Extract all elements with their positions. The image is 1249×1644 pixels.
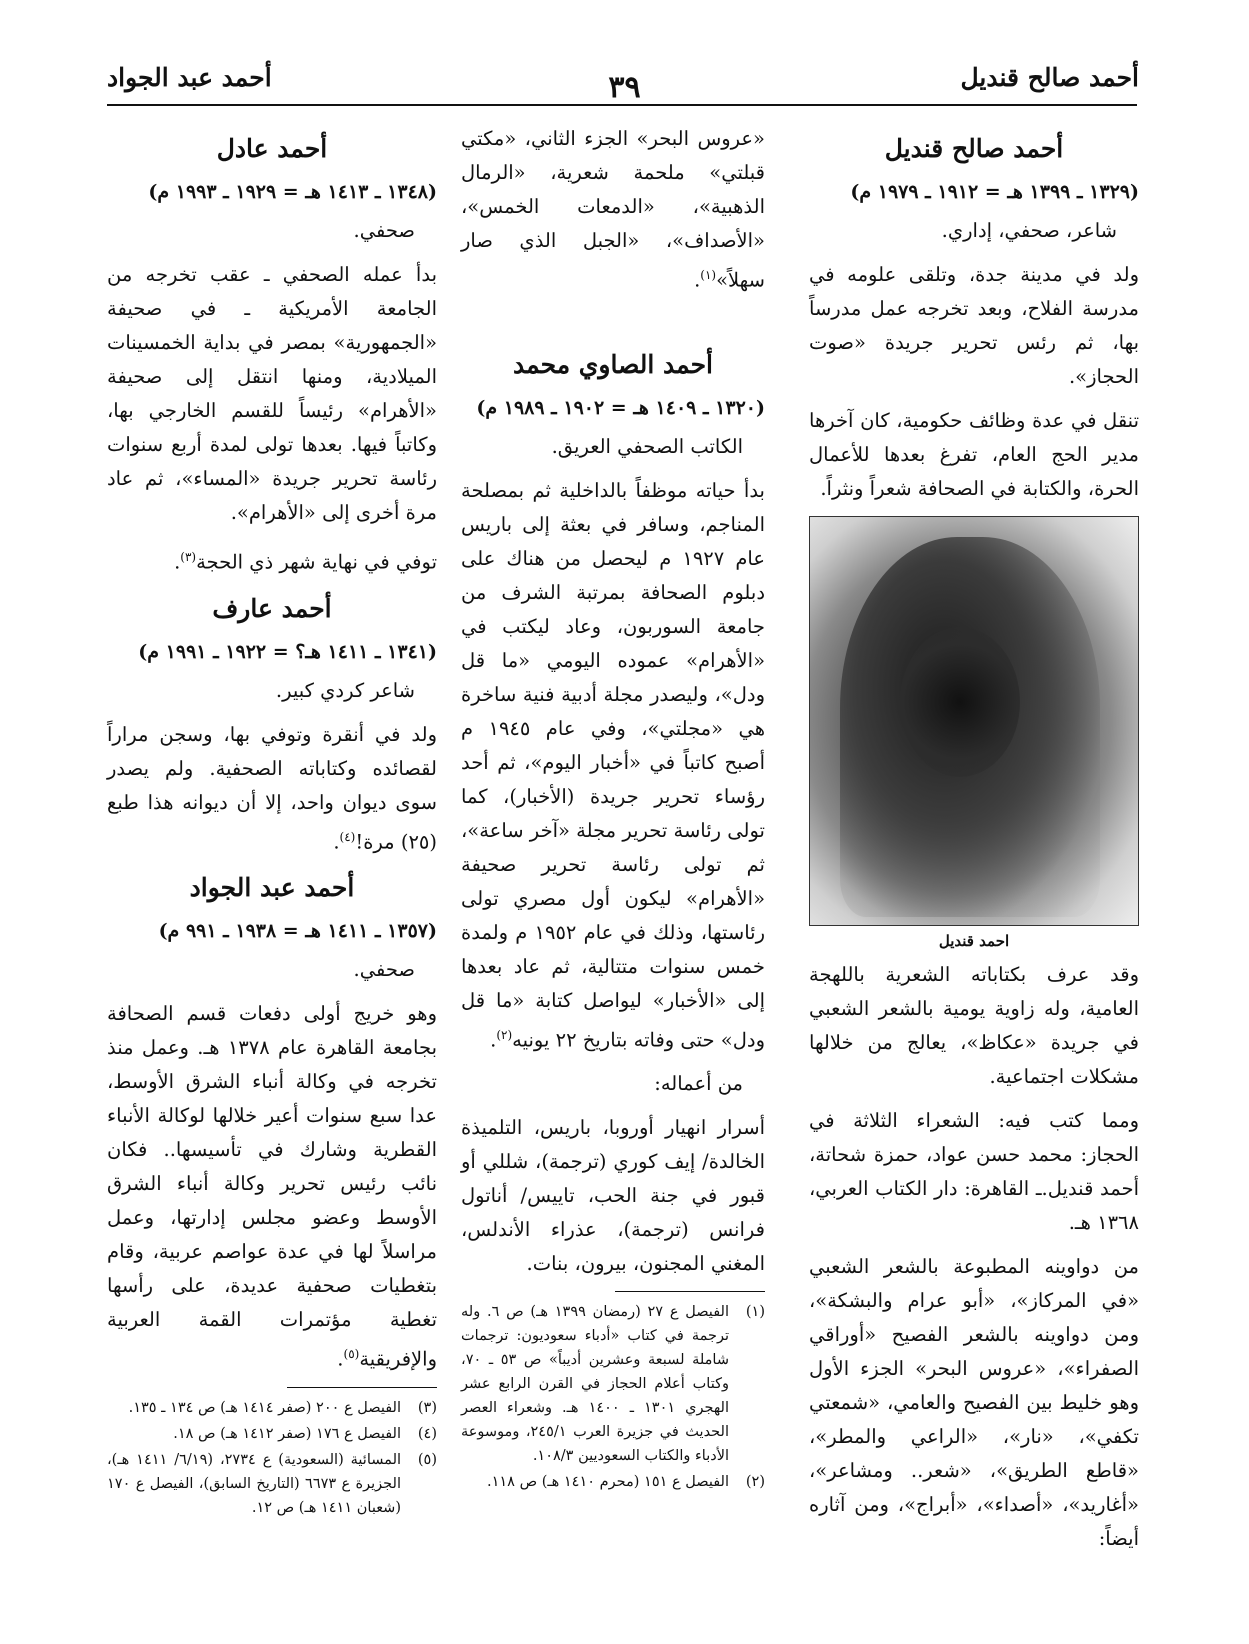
footnote-ref: (٢)	[496, 1027, 513, 1042]
column-middle	[461, 122, 765, 1496]
column-left	[107, 122, 437, 1522]
entry-role: صحفي.	[353, 958, 415, 981]
footnote-ref: (٥)	[343, 1347, 360, 1361]
paragraph: ولد في مدينة جدة، وتلقى علومه في مدرسة الفلاح، وبعد تخرجه عمل مدرساً بها، ثم رئس تحرير جريدة «صوت الحجاز».	[809, 263, 1139, 388]
footnote-ref: (٤)	[339, 829, 356, 844]
footnote-rule	[615, 1291, 765, 1292]
entry-role: صحفي.	[353, 219, 415, 242]
paragraph: ولد في أنقرة وتوفي بها، وسجن مراراً لقصائده وكتاباته الصحفية. ولم يصدر سوى ديوان واحد، إلا أن ديوانه هذا طبع (٢٥) مرة!$^{(٤)}$.	[107, 722, 437, 853]
running-header-left: أحمد عبد الجواد	[107, 63, 272, 92]
entry-role: شاعر، صحفي، إداري.	[941, 219, 1117, 242]
entry-title: أحمد عادل	[216, 134, 328, 163]
paragraph-text: ولد في أنقرة وتوفي بها، وسجن مراراً لقصائده وكتاباته الصحفية. ولم يصدر سوى ديوان واحد، إلا أن ديوانه هذا طبع (٢٥) مرة!	[107, 722, 437, 853]
entry-title: أحمد الصاوي محمد	[513, 349, 713, 379]
footnote-ref: (١)	[700, 268, 717, 282]
footnote-text: الفيصل ع ١٧٦ (صفر ١٤١٢ هـ) ص ١٨.	[173, 1425, 401, 1442]
paragraph: بدأ حياته موظفاً بالداخلية ثم بمصلحة المناجم، وسافر في بعثة إلى باريس عام ١٩٢٧ م ليحصل من هناك على دبلوم الصحافة بمرتبة الشرف من جامعة السوربون، وعاد ليكتب في «الأهرام» عموده اليومي «ما قل ودل»، وليصدر مجلة أدبية فنية ساخرة هي «مجلتي»، وفي عام ١٩٤٥ م أصبح كاتباً في «أخبار اليوم»، ثم أحد رؤساء تحرير جريدة (الأخبار)، كما تولى رئاسة تحرير مجلة «آخر ساعة»، ثم تولى رئاسة تحرير صحيفة «الأهرام» ليكون أول مصري تولى رئاستها، وذلك في عام ١٩٥٢ م ولمدة خمس سنوات متتالية، ثم عاد بعدها إلى «الأخبار» ليواصل كتابة «ما قل ودل» حتى وفاته بتاريخ ٢٢ يونيه$^{(٢)}$.	[461, 478, 765, 1051]
photo-face	[900, 627, 1020, 777]
paragraph: وهو خريج أولى دفعات قسم الصحافة بجامعة القاهرة عام ١٣٧٨ هـ. وعمل منذ تخرجه في وكالة أنباء الشرق الأوسط، عدا سبع سنوات أعير خلالها لوكالة الأنباء القطرية وشارك في تأسيسها.. فكان نائب رئيس تحرير وكالة أنباء الشرق الأوسط وعضو مجلس إدارتها، وعمل مراسلاً لها في عدة عواصم عربية، وقام بتغطيات صحفية عديدة، على رأسها تغطية مؤتمرات القمة العربية والإفريقية$^{(٥)}$.	[107, 1002, 438, 1371]
footnote-number: (١)	[745, 1304, 765, 1320]
footnote	[107, 1448, 437, 1520]
entry-dates: (١٣٢٩ ـ ١٣٩٩ هـ = ١٩١٢ ـ ١٩٧٩ م)	[850, 181, 1139, 203]
header-rule	[107, 104, 1137, 106]
works-label: من أعماله:	[654, 1072, 743, 1095]
paragraph: من دواوينه المطبوعة بالشعر الشعبي «في المركاز»، «أبو عرام والبشكة»، ومن دواوينه بالشعر الفصيح «أوراقي الصفراء»، «عروس البحر» الجزء الأول وهو خليط بين الفصيح والعامي، «شمعتي تكفي»، «نار»، «الراعي والمطر»، «قاطع الطريق»، «شعر.. ومشاعر»، «أغاريد»، «أصداء»، «أبراج»، ومن آثاره أيضاً:	[809, 1255, 1139, 1550]
footnote-text: المسائية (السعودية) ع ٢٧٣٤، (٦/١٩/ ١٤١١ هـ)، الجزيرة ع ٦٦٧٣ (التاريخ السابق)، الفيصل ع ١٧٠ (شعبان ١٤١١ هـ) ص ١٢.	[107, 1451, 402, 1516]
page-number: ٣٩	[608, 70, 641, 105]
works-list: أسرار انهيار أوروبا، باريس، التلميذة الخالدة/ إيف كوري (ترجمة)، شللي أو قبور في جنة الحب، تاييس/ أناتول فرانس (ترجمة)، عذراء الأندلس، المغني المجنون، بيرون، بنات.	[461, 1116, 765, 1275]
entry-role: شاعر كردي كبير.	[275, 678, 415, 702]
entry-title: أحمد عبد الجواد	[189, 873, 355, 902]
paragraph: وقد عرف بكتاباته الشعرية باللهجة العامية، وله زاوية يومية بالشعر الشعبي في جريدة «عكاظ»، يعالج من خلالها مشكلات اجتماعية.	[809, 963, 1139, 1088]
column-right	[809, 122, 1139, 1566]
paragraph: «عروس البحر» الجزء الثاني، «مكتي قبلتي» ملحمة شعرية، «الرمال الذهبية»، «الدمعات الخمس»، «الأصداف»، «الجبل الذي صار سهلاً»$^{(١)}$.	[461, 127, 765, 292]
portrait-photo	[809, 516, 1139, 926]
entry-title: أحمد عارف	[212, 593, 332, 623]
entry-dates: (١٣٤٨ ـ ١٤١٣ هـ = ١٩٢٩ ـ ١٩٩٣ م)	[148, 181, 437, 203]
footnote	[461, 1300, 765, 1468]
entry-dates: (١٣٥٧ ـ ١٤١١ هـ = ١٩٣٨ ـ ٩٩١ م)	[158, 920, 437, 942]
footnote-text: الفيصل ع ١٥١ (محرم ١٤١٠ هـ) ص ١١٨.	[486, 1474, 729, 1490]
footnote-ref: (٣)	[180, 550, 197, 564]
entry-dates: (١٣٢٠ ـ ١٤٠٩ هـ = ١٩٠٢ ـ ١٩٨٩ م)	[476, 396, 765, 419]
paragraph: ومما كتب فيه: الشعراء الثلاثة في الحجاز: محمد حسن عواد، حمزة شحاتة، أحمد قنديل.ـ القاهرة: دار الكتاب العربي، ١٣٦٨ هـ.	[809, 1109, 1139, 1234]
footnote-number: (٤)	[417, 1425, 437, 1442]
paragraph: توفي في نهاية شهر ذي الحجة$^{(٣)}$.	[174, 550, 437, 574]
paragraph-text: «عروس البحر» الجزء الثاني، «مكتي قبلتي» ملحمة شعرية، «الرمال الذهبية»، «الدمعات الخمس»، «الأصداف»، «الجبل الذي صار سهلاً»	[461, 127, 765, 292]
footnote-number: (٢)	[745, 1474, 765, 1490]
running-header-right: أحمد صالح قنديل	[960, 63, 1139, 92]
paragraph: تنقل في عدة وظائف حكومية، كان آخرها مدير الحج العام، تفرغ بعدها للأعمال الحرة، والكتابة في الصحافة شعراً ونثراً.	[809, 409, 1139, 500]
footnote	[461, 1470, 765, 1494]
footnote-text: الفيصل ع ٢٧ (رمضان ١٣٩٩ هـ) ص ٦. وله ترجمة في كتاب «أدباء سعوديون: ترجمات شاملة لسبعة وعشرين أديباً» ص ٥٣ ـ ٧٠، وكتاب أعلام الحجاز في القرن الرابع عشر الهجري ١٣٠١ ـ ١٤٠٠ هـ. وشعراء العصر الحديث في جزيرة العرب ٢٤٥/١، وموسوعة الأدباء والكتاب السعوديين ١٠٨/٣.	[461, 1304, 730, 1464]
paragraph-text: بدأ حياته موظفاً بالداخلية ثم بمصلحة المناجم، وسافر في بعثة إلى باريس عام ١٩٢٧ م ليحصل من هناك على دبلوم الصحافة بمرتبة الشرف من جامعة السوربون، وعاد ليكتب في «الأهرام» عموده اليومي «ما قل ودل»، وليصدر مجلة أدبية فنية ساخرة هي «مجلتي»، وفي عام ١٩٤٥ م أصبح كاتباً في «أخبار اليوم»، ثم أحد رؤساء تحرير جريدة (الأخبار)، كما تولى رئاسة تحرير مجلة «آخر ساعة»، ثم تولى رئاسة تحرير صحيفة «الأهرام» ليكون أول مصري تولى رئاستها، وذلك في عام ١٩٥٢ م ولمدة خمس سنوات متتالية، ثم عاد بعدها إلى «الأخبار» ليواصل كتابة «ما قل ودل» حتى وفاته بتاريخ ٢٢ يونيه	[461, 478, 765, 1051]
paragraph: بدأ عمله الصحفي ـ عقب تخرجه من الجامعة الأمريكية ـ في صحيفة «الجمهورية» بمصر في بداية الخمسينات الميلادية، ومنها انتقل إلى صحيفة «الأهرام» رئيساً للقسم الخارجي بها، وكاتباً فيها. بعدها تولى لمدة أربع سنوات رئاسة تحرير جريدة «المساء»، ثم عاد مرة أخرى إلى «الأهرام».	[107, 263, 437, 524]
footnote-text: الفيصل ع ٢٠٠ (صفر ١٤١٤ هـ) ص ١٣٤ ـ ١٣٥.	[128, 1399, 401, 1416]
footnote-rule	[287, 1387, 437, 1388]
paragraph-text: وهو خريج أولى دفعات قسم الصحافة بجامعة القاهرة عام ١٣٧٨ هـ. وعمل منذ تخرجه في وكالة أنباء الشرق الأوسط، عدا سبع سنوات أعير خلالها لوكالة الأنباء القطرية وشارك في تأسيسها.. فكان نائب رئيس تحرير وكالة أنباء الشرق الأوسط وعضو مجلس إدارتها، وعمل مراسلاً لها في عدة عواصم عربية، وقام بتغطيات صحفية عديدة، على رأسها تغطية مؤتمرات القمة العربية والإفريقية	[107, 1002, 438, 1371]
footnote-number: (٣)	[417, 1399, 437, 1416]
footnote-number: (٥)	[417, 1451, 437, 1468]
entry-role: الكاتب الصحفي العريق.	[551, 434, 743, 458]
paragraph-text: توفي في نهاية شهر ذي الحجة	[196, 550, 437, 574]
entry-dates: (١٣٤١ ـ ١٤١١ هـ؟ = ١٩٢٢ ـ ١٩٩١ م)	[138, 640, 437, 663]
footnote	[107, 1422, 437, 1446]
photo-caption: احمد قنديل	[938, 932, 1010, 950]
footnote	[107, 1396, 437, 1420]
entry-title: أحمد صالح قنديل	[884, 134, 1064, 163]
